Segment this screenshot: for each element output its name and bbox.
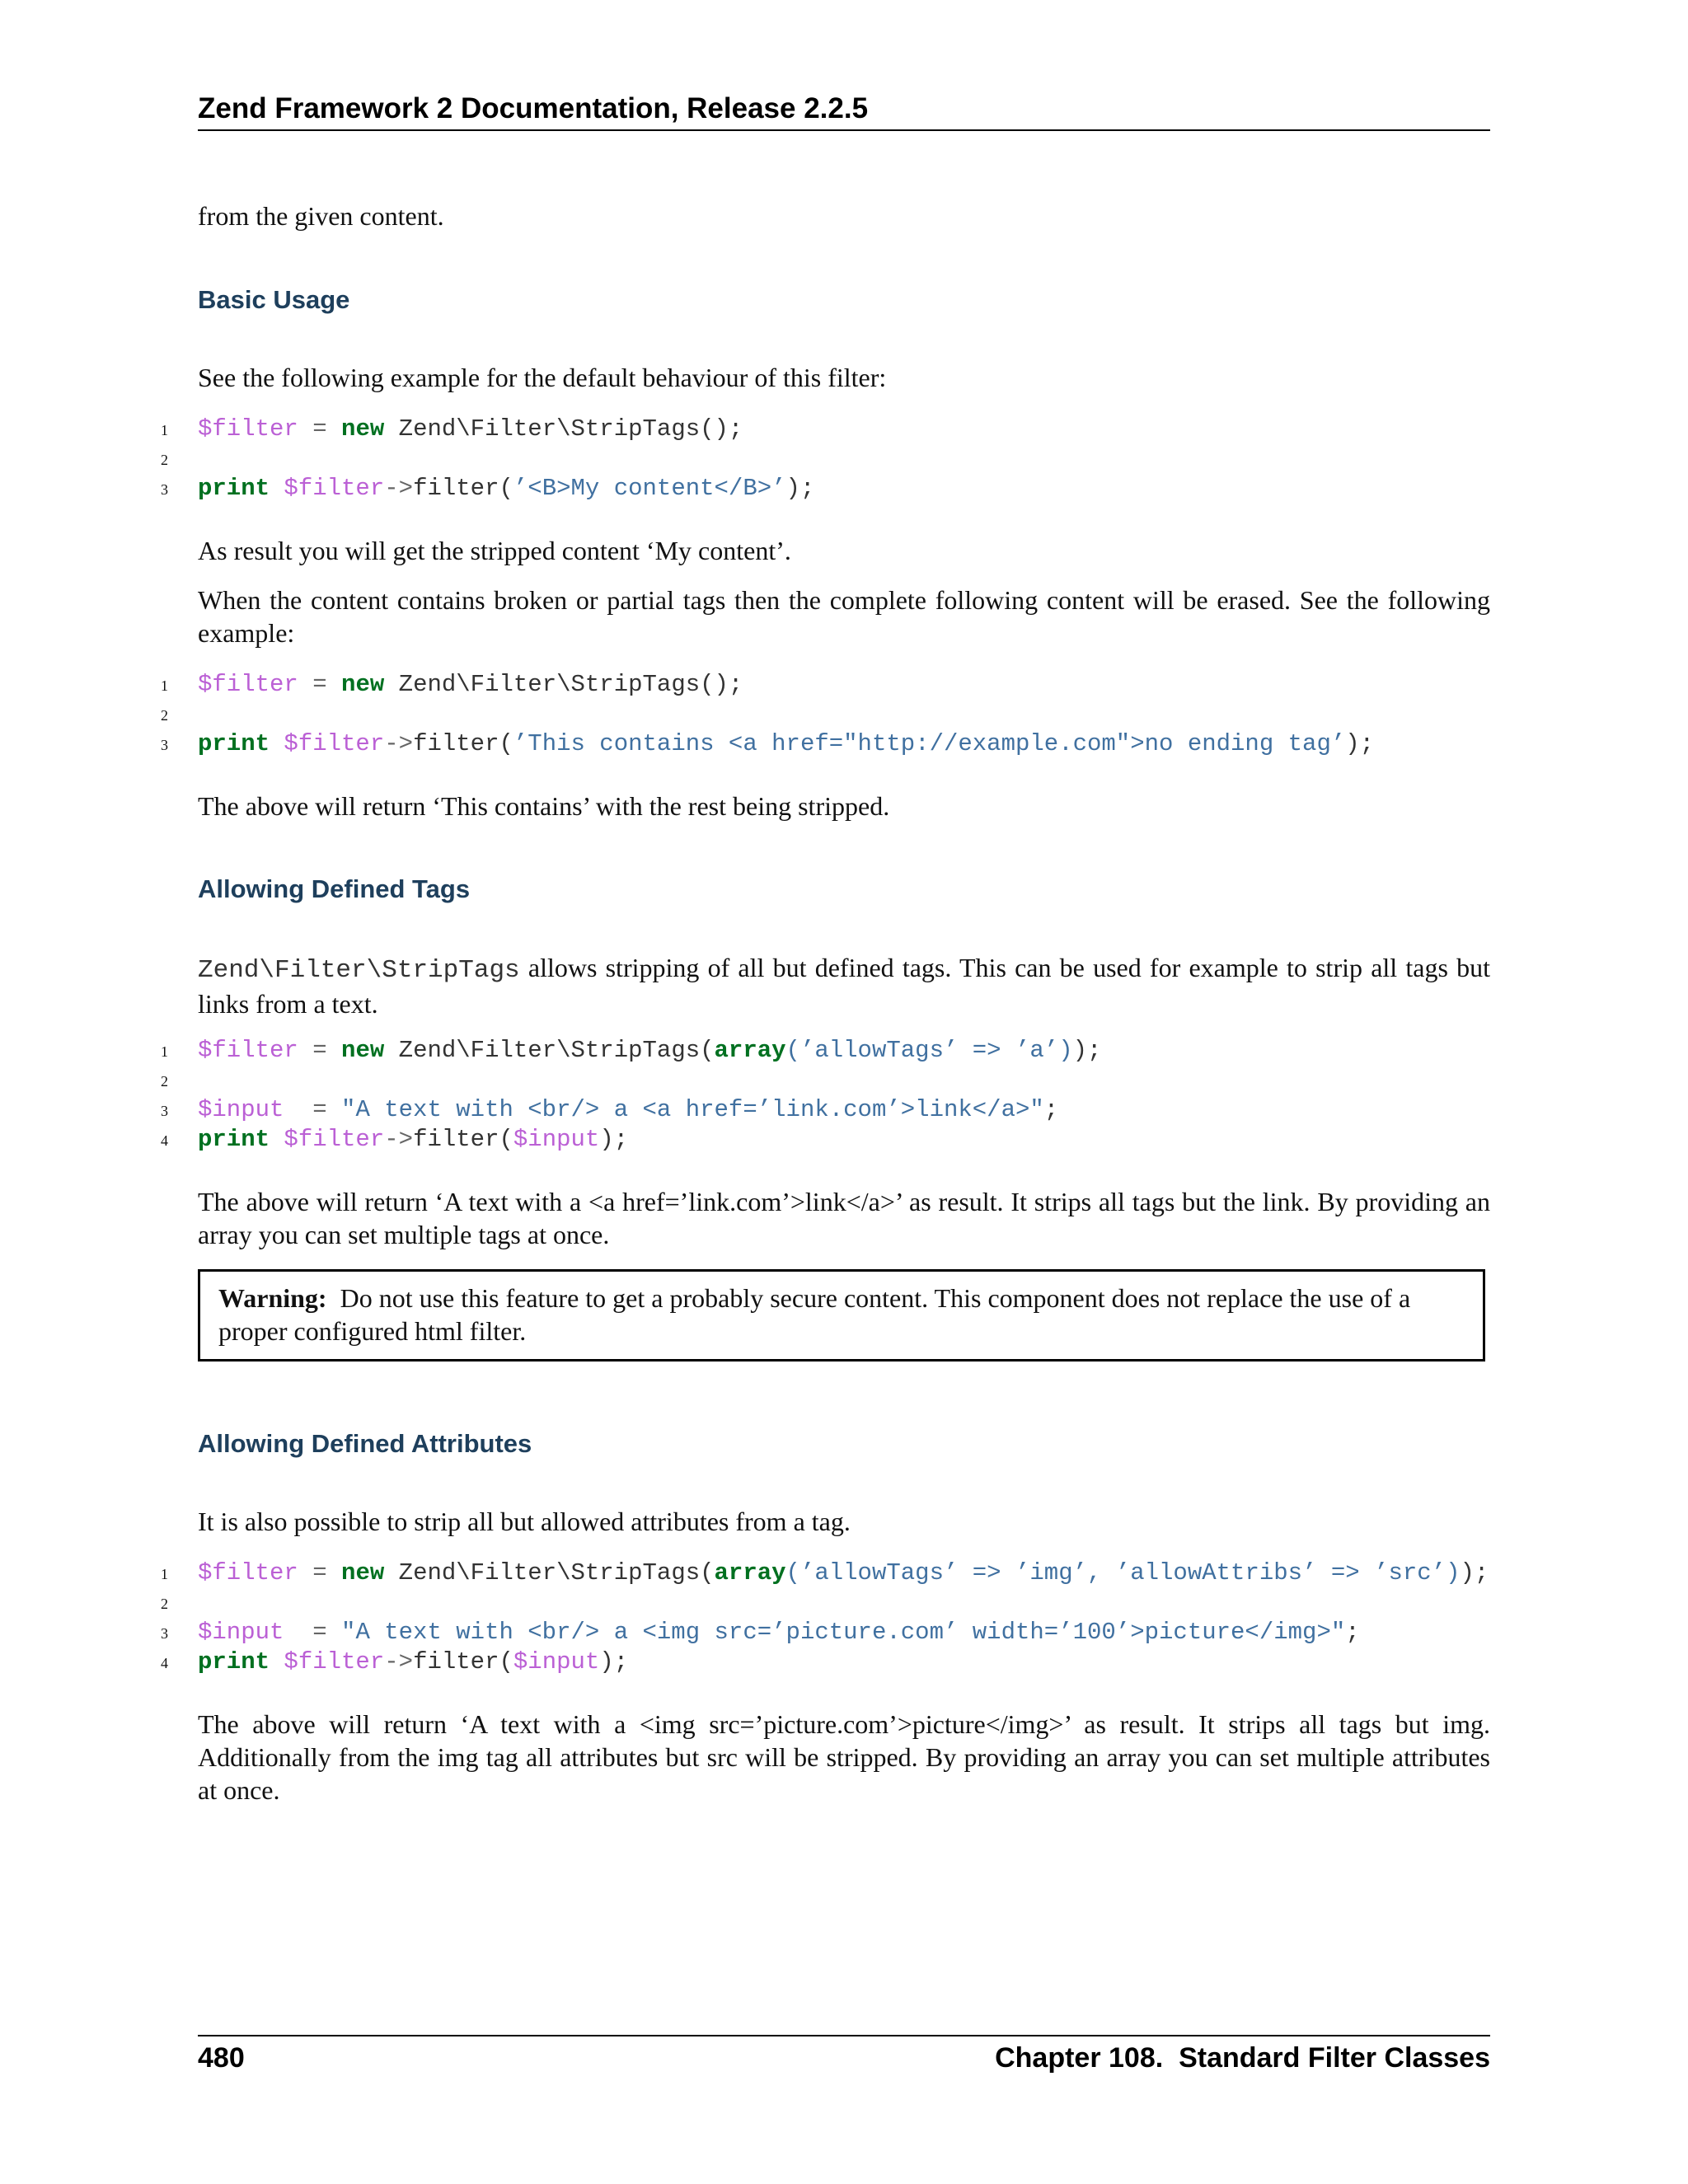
code-token-var: $input [198,1096,284,1123]
code-token-punct: ); [785,475,815,502]
allowing-attributes-paragraph-1: It is also possible to strip all but allowed attributes from a tag. [198,1507,851,1536]
code-token-punct: ); [599,1648,629,1675]
warning-text: Do not use this feature to get a probably secure content. This component does not replace the use of a proper configured html filter. [218,1283,1411,1346]
code-token-punct: ); [599,1126,629,1153]
code-line [0,729,1688,760]
code-token-var: $filter [270,475,385,502]
heading-allowing-defined-attributes: Allowing Defined Attributes [198,1429,532,1458]
code-token-keyword: array [714,1037,786,1064]
code-token-var: $filter [270,730,385,757]
code-token-var: $filter [198,1559,298,1586]
allowing-attributes-paragraph-2: The above will return ‘A text with a <img src=’picture.com’>picture</img>’ as result. It strips all tags but img. Additionally from the img tag all attributes but src will be stripped. By providing an array you can set multiple attributes at once. [198,1709,1490,1805]
code-token-op: = [298,1037,342,1064]
code-line [0,414,1688,445]
code-token-fn: filter( [413,1648,513,1675]
code-token-punct: ; [1043,1096,1059,1123]
warning-label: Warning: [218,1283,327,1313]
code-line [0,1647,1688,1678]
basic-usage-paragraph-1: See the following example for the default behaviour of this filter: [198,363,887,392]
code-token-string: (’allowTags’ => ’img’, ’allowAttribs’ => ’src’) [785,1559,1461,1586]
code-token-var: $filter [198,671,298,698]
code-line [0,1094,1688,1126]
running-footer-chapter: Chapter 108. Standard Filter Classes [995,2042,1490,2074]
line-number: 2 [161,1073,168,1090]
code-token-fn: filter( [413,730,513,757]
inline-code-class-name: Zend\Filter\StripTags [198,956,520,985]
code-line [0,1065,1688,1096]
code-line [0,443,1688,475]
line-number: 2 [161,1596,168,1612]
code-token-op: -> [384,475,414,502]
code-token-punct: ); [1460,1559,1489,1586]
header-rule [198,129,1490,131]
code-token-op: = [298,1559,342,1586]
warning-admonition [198,1269,1485,1361]
code-line [0,1587,1688,1619]
code-token-keyword: array [714,1559,786,1586]
allowing-tags-paragraph-2: The above will return ‘A text with a <a href=’link.com’>link</a>’ as result. It strips all tags but the link. By providing an array you can set multiple tags at once. [198,1187,1490,1249]
code-token-punct: ); [1345,730,1375,757]
line-number: 1 [161,1566,168,1582]
code-token-string: ’This contains <a href="http://example.com">no ending tag’ [513,730,1346,757]
code-token-string: (’allowTags’ => ’a’) [785,1037,1073,1064]
code-token-fn: filter( [413,475,513,502]
code-token-punct: ); [1072,1037,1102,1064]
code-token-string: "A text with <br/> a <a href=’link.com’>link</a>" [341,1096,1044,1123]
line-number: 3 [161,1103,168,1119]
code-token-punct: ; [1345,1619,1360,1646]
line-number: 4 [161,1132,168,1149]
code-token-keyword: new [341,671,385,698]
code-line [0,1035,1688,1066]
code-token-var: $filter [198,1037,298,1064]
code-token-fn: filter( [413,1126,513,1153]
code-token-var: $input [513,1126,600,1153]
code-token-string: ’<B>My content</B>’ [513,475,786,502]
code-token-op: = [284,1096,342,1123]
line-number: 1 [161,677,168,694]
code-line [0,669,1688,701]
code-token-var: $filter [270,1648,385,1675]
code-token-keyword: print [198,1126,270,1153]
code-line [0,699,1688,730]
code-token-class: Zend\Filter\StripTags(); [384,415,743,443]
allowing-tags-paragraph-1 [198,951,1490,1020]
code-token-keyword: print [198,1648,270,1675]
code-token-op: -> [384,730,414,757]
basic-usage-paragraph-3: When the content contains broken or partial tags then the complete following content will be erased. See the following example: [198,585,1490,648]
code-token-var: $input [513,1648,600,1675]
line-number: 2 [161,707,168,724]
code-token-keyword: print [198,475,270,502]
code-token-op: = [284,1619,342,1646]
code-token-class: Zend\Filter\StripTags( [384,1037,715,1064]
line-number: 1 [161,422,168,438]
heading-basic-usage: Basic Usage [198,285,350,314]
code-token-var: $filter [198,415,298,443]
code-token-class: Zend\Filter\StripTags( [384,1559,715,1586]
footer-rule [198,2035,1490,2036]
intro-text: from the given content. [198,201,444,231]
code-line [0,473,1688,504]
line-number: 3 [161,1625,168,1642]
code-token-op: -> [384,1648,414,1675]
code-token-keyword: new [341,415,385,443]
code-token-op: = [298,415,342,443]
line-number: 1 [161,1043,168,1060]
code-token-string: "A text with <br/> a <img src=’picture.com’ width=’100’>picture</img>" [341,1619,1346,1646]
line-number: 3 [161,481,168,498]
code-line [0,1558,1688,1589]
basic-usage-paragraph-2: As result you will get the stripped content ‘My content’. [198,536,791,565]
code-token-var: $input [198,1619,284,1646]
running-header-title: Zend Framework 2 Documentation, Release 2.2.5 [198,92,869,124]
code-line [0,1617,1688,1648]
code-token-keyword: print [198,730,270,757]
code-token-keyword: new [341,1559,385,1586]
code-token-op: = [298,671,342,698]
basic-usage-paragraph-4: The above will return ‘This contains’ with the rest being stripped. [198,791,890,821]
code-token-keyword: new [341,1037,385,1064]
code-token-op: -> [384,1126,414,1153]
line-number: 2 [161,452,168,468]
line-number: 3 [161,737,168,753]
page-number: 480 [198,2042,245,2074]
code-token-var: $filter [270,1126,385,1153]
heading-allowing-defined-tags: Allowing Defined Tags [198,874,471,903]
code-token-class: Zend\Filter\StripTags(); [384,671,743,698]
code-line [0,1124,1688,1155]
allowing-tags-paragraph-1-text: allows stripping of all but defined tags. This can be used for example to strip all tags but links from a text. [198,953,1490,1019]
line-number: 4 [161,1655,168,1671]
